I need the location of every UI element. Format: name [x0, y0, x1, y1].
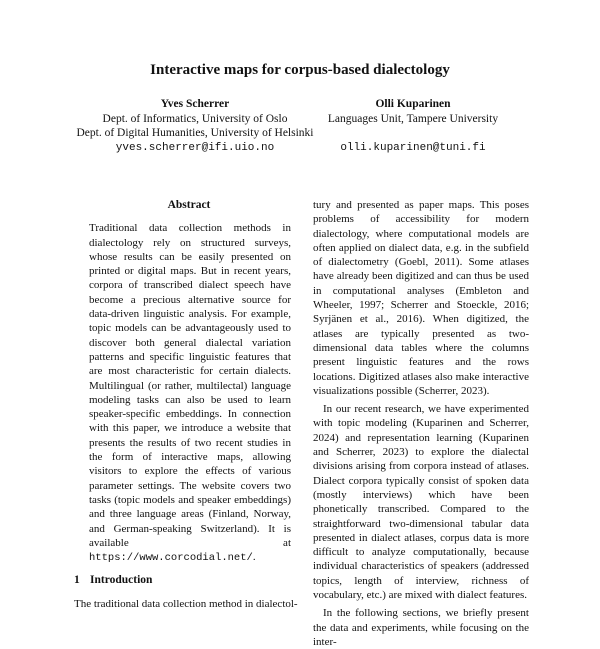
- section-heading: 1 Introduction: [74, 574, 153, 587]
- author-affiliation: Dept. of Digital Humanities, University of Helsinki: [76, 127, 314, 139]
- intro-first-line: The traditional data collection method in dialectol-: [74, 597, 298, 610]
- author-affiliation: Languages Unit, Tampere University: [327, 112, 499, 125]
- body-paragraph: tury and presented as paper maps. This poses problems of accessibility for modern dialectology, where computational models are often applied on dialect data, e.g. in the subfield of dialectometry (Goebl, 2011). Some atlases have already been digitized and can thus be used in computational analyses (Embleton and Wheeler, 1997; Scherrer and Stoeckle, 2016; Syrjänen et al., 2016). When digitized, the atlases are typically presented as two-dimensional data tables where the columns present linguistic features and the rows locations. Digitized atlases also make interactive visualizations possible (Scherrer, 2023).: [313, 199, 529, 397]
- paper-title: Interactive maps for corpus-based dialectology: [150, 62, 450, 78]
- author-block-2: [308, 97, 518, 155]
- author-name: Olli Kuparinen: [375, 98, 451, 110]
- author-affiliation: Dept. of Informatics, University of Oslo: [102, 112, 288, 125]
- author-name: Yves Scherrer: [160, 98, 230, 110]
- right-column: [313, 198, 529, 649]
- abstract-heading: Abstract: [167, 199, 211, 211]
- author-email: olli.kuparinen@tuni.fi: [340, 141, 486, 154]
- author-block-1: [64, 97, 326, 155]
- body-paragraph: In our recent research, we have experimented with topic modeling (Kuparinen and Scherrer, 2024) and representation learning (Kuparinen and Scherrer, 2023) to explore the dialectal divisions arising from corpora instead of atlases. Dialect corpora typically consist of spoken data (mostly interviews) which have been phonetically transcribed. Compared to the straightforward two-dimensional tabular data presented in dialect atlases, corpus data is more difficult to analyze computationally, because individual characteristics of speakers (addressed topics, length of interview, richness of vocabulary, etc.) are mixed with dialect features.: [313, 403, 529, 602]
- website-link[interactable]: https://www.corcodial.net/: [89, 552, 253, 565]
- left-column: [74, 198, 304, 611]
- abstract-text: Traditional data collection methods in dialectology rely on structured surveys, whose results can be easily presented on printed or digital maps. But in recent years, corpora of transcribed dialect speech have become a precious alternative source for data-driven linguistic analysis. For example, topic models can be advantageously used to discover both general dialectal variation patterns and specific linguistic features that are most characteristic for certain dialects. Multilingual (or rather, multilectal) language modeling tasks can also be used to learn speaker-specific embeddings. In connection with this paper, we introduce a website that presents the results of two recent studies in the form of interactive maps, allowing visitors to explore the effects of various parameter settings. The website covers two tasks (topic models and speaker embeddings) and three language areas (Finland, Norway, and German-speaking Switzerland). It is available at https://www.corcodial.net/.: [89, 222, 291, 565]
- body-paragraph: In the following sections, we briefly present the data and experiments, while focusing on the inter-: [313, 607, 529, 648]
- author-email: yves.scherrer@ifi.uio.no: [115, 141, 275, 154]
